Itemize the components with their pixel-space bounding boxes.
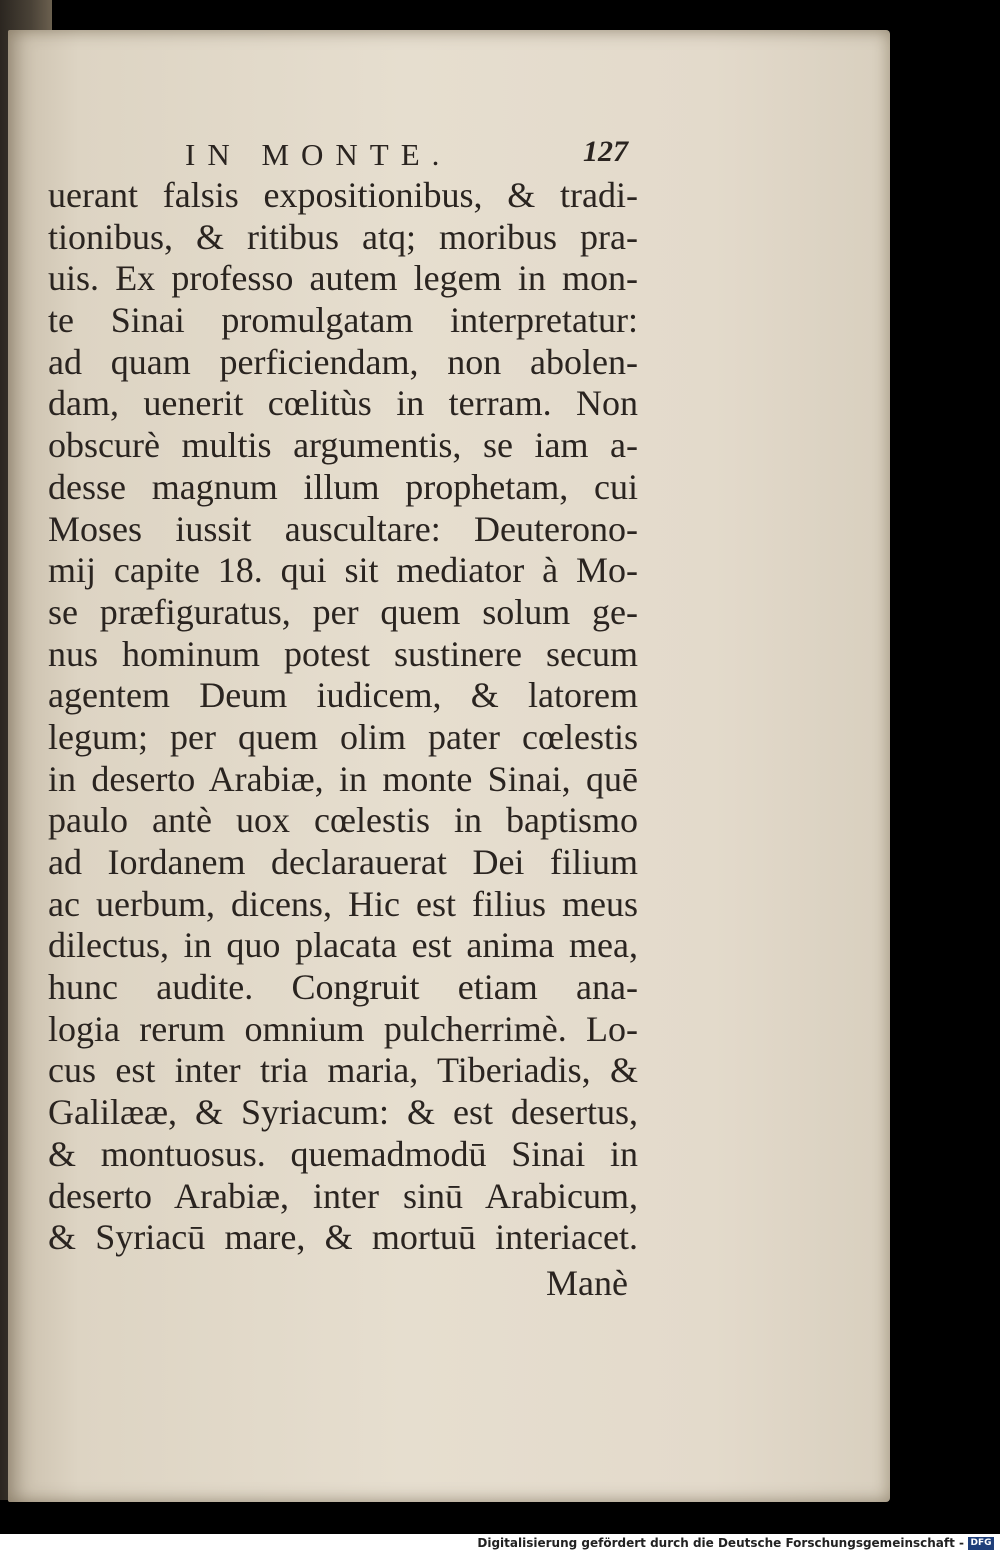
catchword: Manè bbox=[546, 1263, 628, 1303]
text-line: dam, uenerit cœlitùs in terram. Non bbox=[48, 383, 638, 424]
page-header bbox=[50, 135, 630, 175]
text-line: cus est inter tria maria, Tiberiadis, & bbox=[48, 1050, 638, 1091]
text-line: tionibus, & ritibus atq; moribus pra- bbox=[48, 216, 638, 257]
text-line: Moses iussit auscultare: Deuterono- bbox=[48, 508, 638, 549]
text-line: ad quam perficiendam, non abolen- bbox=[48, 341, 638, 382]
text-line: mij capite 18. qui sit mediator à Mo- bbox=[48, 550, 638, 591]
text-line: & montuosus. quemadmodū Sinai in bbox=[48, 1133, 638, 1174]
running-head: IN MONTE. bbox=[185, 137, 452, 172]
text-line: uerant falsis expositionibus, & tradi- bbox=[48, 175, 638, 215]
body-text bbox=[48, 175, 638, 1259]
text-line: paulo antè uox cœlestis in baptismo bbox=[48, 800, 638, 841]
text-line: agentem Deum iudicem, & latorem bbox=[48, 675, 638, 716]
text-line: ac uerbum, dicens, Hic est filius meus bbox=[48, 883, 638, 924]
text-line: te Sinai promulgatam interpretatur: bbox=[48, 300, 638, 341]
text-line: & Syriacū mare, & mortuū interiacet. bbox=[48, 1217, 638, 1258]
text-line: hunc audite. Congruit etiam ana- bbox=[48, 967, 638, 1008]
dfg-logo: DFG bbox=[968, 1537, 994, 1550]
text-line: se præfiguratus, per quem solum ge- bbox=[48, 591, 638, 632]
text-line: in deserto Arabiæ, in monte Sinai, quē bbox=[48, 758, 638, 799]
text-line: nus hominum potest sustinere secum bbox=[48, 633, 638, 674]
text-line: desse magnum illum prophetam, cui bbox=[48, 466, 638, 507]
text-line: uis. Ex professo autem legem in mon- bbox=[48, 258, 638, 299]
text-line: Galilææ, & Syriacum: & est desertus, bbox=[48, 1092, 638, 1133]
page-number: 127 bbox=[583, 135, 628, 168]
text-line: legum; per quem olim pater cœlestis bbox=[48, 716, 638, 757]
text-line: obscurè multis argumentis, se iam a- bbox=[48, 425, 638, 466]
funding-credit: Digitalisierung gefördert durch die Deutsche Forschungsgemeinschaft - bbox=[477, 1536, 964, 1550]
text-line: deserto Arabiæ, inter sinū Arabicum, bbox=[48, 1175, 638, 1216]
text-line: ad Iordanem declarauerat Dei filium bbox=[48, 842, 638, 882]
text-line: dilectus, in quo placata est anima mea, bbox=[48, 925, 638, 966]
text-line: logia rerum omnium pulcherrimè. Lo- bbox=[48, 1008, 638, 1049]
